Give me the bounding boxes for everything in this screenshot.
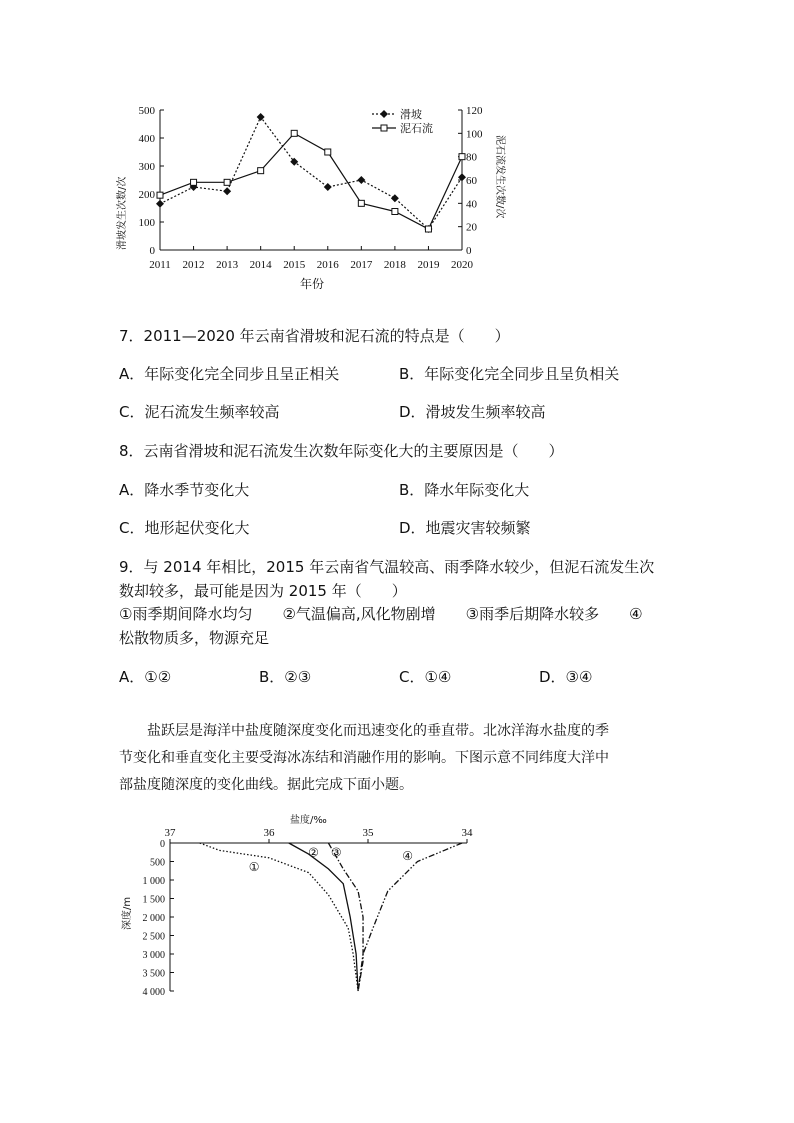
q9-option-a[interactable]: A．①② [119, 668, 172, 686]
q7-stem: 7．2011—2020 年云南省滑坡和泥石流的特点是（ ） [119, 327, 510, 345]
disaster-chart [110, 100, 510, 300]
q9-option-d[interactable]: D．③④ [539, 668, 593, 686]
chart2-y-tick-label: 1 500 [142, 894, 165, 906]
chart1-right-tick-label: 20 [466, 221, 477, 234]
debris-flow-point [291, 130, 297, 136]
q8-option-d[interactable]: D．地震灾害较频繁 [399, 519, 531, 537]
landslide-point [223, 187, 231, 195]
chart1-xlabel: 年份 [300, 277, 325, 291]
chart2-x-tick-label: 34 [461, 827, 473, 839]
chart1-right-tick-label: 120 [466, 105, 483, 117]
chart2-y-tick-label: 4 000 [142, 987, 165, 998]
chart2-y-tick-label: 2 000 [142, 913, 165, 924]
chart1-x-tick-label: 2014 [249, 259, 272, 271]
debris-flow-point [392, 209, 398, 215]
q9-stem-line1: 9．与 2014 年相比，2015 年云南省气温较高、雨季降水较少，但泥石流发生次 [119, 558, 655, 576]
chart1-left-tick-label: 400 [138, 133, 155, 145]
chart1-left-tick-label: 500 [138, 105, 155, 117]
q9-option-b[interactable]: B．②③ [259, 668, 312, 686]
chart2-y-tick-label: 3 500 [142, 968, 165, 980]
legend-landslide-label: 滑坡 [400, 108, 422, 121]
debris-flow-point [425, 226, 431, 232]
passage-line-2: 节变化和垂直变化主要受海冰冻结和消融作用的影响。下图示意不同纬度大洋中 [119, 750, 609, 766]
debris-flow-point [358, 200, 364, 206]
landslide-point [156, 200, 164, 208]
legend-landslide-marker [380, 110, 388, 118]
q8-option-b[interactable]: B．降水年际变化大 [399, 481, 530, 499]
chart1-ylabel-left: 滑坡发生次数/次 [117, 176, 128, 250]
debris-flow-point [459, 154, 465, 160]
chart1-right-tick-label: 0 [466, 245, 472, 257]
q9-option-c[interactable]: C．①④ [399, 668, 452, 686]
chart1-left-tick-label: 0 [149, 245, 155, 257]
chart1-right-tick-label: 100 [466, 128, 483, 141]
chart1-x-tick-label: 2020 [451, 259, 473, 271]
legend-debris-marker [381, 125, 387, 131]
landslide-point [391, 194, 399, 202]
chart1-left-tick-label: 100 [138, 217, 155, 229]
q9-choices-line1: ①雨季期间降水均匀 ②气温偏高,风化物剧增 ③雨季后期降水较多 ④ [119, 605, 643, 623]
salinity-curve-4 [358, 843, 462, 991]
salinity-chart [115, 805, 485, 1005]
curve-label-3: ③ [330, 845, 342, 860]
passage-line-3: 部盐度随深度的变化曲线。据此完成下面小题。 [119, 777, 413, 793]
q7-option-c[interactable]: C．泥石流发生频率较高 [119, 403, 280, 421]
chart1-x-tick-label: 2013 [216, 259, 239, 271]
curve-label-2: ② [308, 845, 319, 860]
debris-flow-point [157, 192, 163, 198]
salinity-curve-2 [289, 843, 358, 991]
q8-option-c[interactable]: C．地形起伏变化大 [119, 519, 250, 537]
curve-label-1: ① [248, 860, 260, 875]
landslide-point [324, 183, 332, 191]
chart1-right-tick-label: 80 [466, 151, 477, 164]
chart1-x-tick-label: 2016 [316, 259, 339, 271]
chart2-x-tick-label: 35 [362, 827, 374, 839]
chart2-x-tick-label: 37 [164, 827, 176, 839]
q7-option-b[interactable]: B．年际变化完全同步且呈负相关 [399, 365, 620, 383]
debris-flow-line [160, 133, 462, 229]
chart1-x-tick-label: 2018 [383, 259, 406, 271]
legend-debris-label: 泥石流 [400, 122, 433, 135]
chart1-left-tick-label: 200 [138, 189, 155, 201]
chart1-x-tick-label: 2017 [350, 259, 373, 271]
chart1-x-tick-label: 2011 [149, 259, 171, 271]
chart2-y-tick-label: 2 500 [142, 931, 165, 943]
chart1-left-tick-label: 300 [138, 161, 155, 173]
chart2-y-tick-label: 3 000 [142, 950, 165, 961]
chart1-right-tick-label: 40 [466, 198, 477, 211]
salinity-curve-1 [200, 843, 358, 991]
landslide-point [357, 176, 365, 184]
debris-flow-point [191, 179, 197, 185]
q7-option-a[interactable]: A．年际变化完全同步且呈正相关 [119, 365, 340, 383]
q7-option-d[interactable]: D．滑坡发生频率较高 [399, 403, 546, 421]
chart1-x-tick-label: 2012 [182, 259, 205, 271]
debris-flow-point [325, 149, 331, 155]
chart2-y-tick-label: 500 [150, 857, 165, 869]
q9-stem-line2: 数却较多，最可能是因为 2015 年（ ） [119, 582, 407, 600]
curve-label-4: ④ [402, 848, 413, 863]
chart2-xlabel: 盐度/‰ [290, 815, 327, 826]
salinity-curve-3 [328, 843, 363, 991]
q8-stem: 8．云南省滑坡和泥石流发生次数年际变化大的主要原因是（ ） [119, 442, 564, 460]
debris-flow-point [224, 179, 230, 185]
chart1-x-tick-label: 2015 [283, 259, 306, 271]
passage-line-1: 盐跃层是海洋中盐度随深度变化而迅速变化的垂直带。北冰洋海水盐度的季 [147, 723, 609, 739]
debris-flow-point [258, 168, 264, 174]
q8-option-a[interactable]: A．降水季节变化大 [119, 481, 250, 499]
chart1-ylabel-right: 泥石流发生次数/次 [494, 135, 505, 219]
chart1-x-tick-label: 2019 [417, 259, 440, 271]
chart2-ylabel: 深度/m [122, 896, 133, 930]
chart2-x-tick-label: 36 [263, 827, 275, 839]
chart2-y-tick-label: 1 000 [142, 876, 165, 887]
chart2-y-tick-label: 0 [160, 839, 165, 850]
q9-choices-line2: 松散物质多，物源充足 [119, 629, 270, 647]
chart1-right-tick-label: 60 [466, 175, 477, 187]
